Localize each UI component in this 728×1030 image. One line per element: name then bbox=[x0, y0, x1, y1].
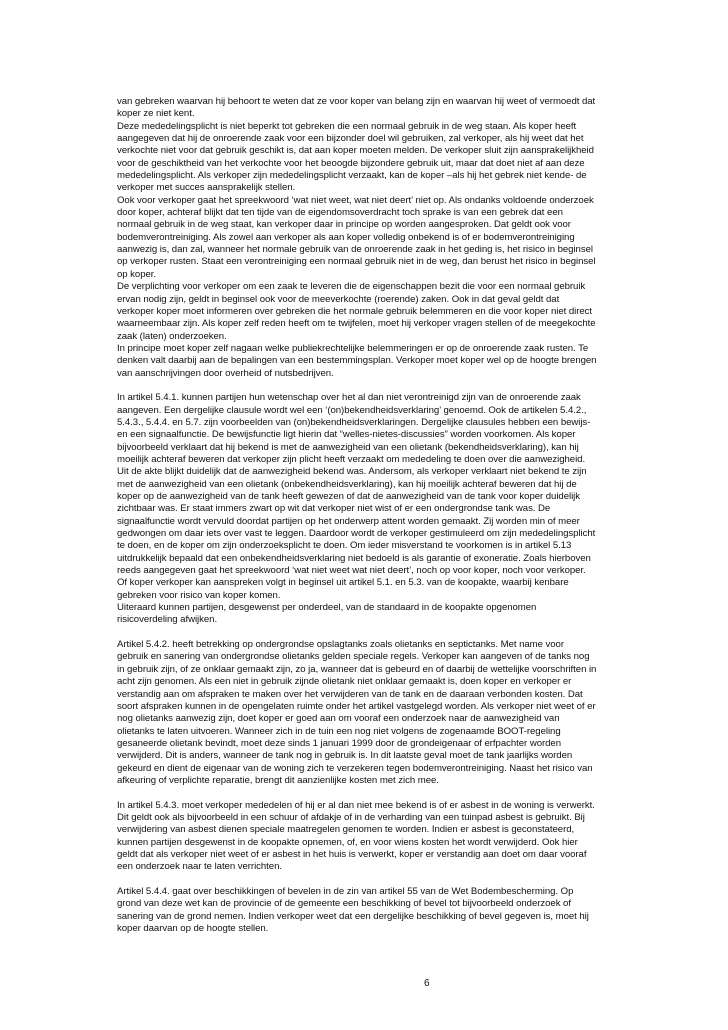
paragraph: van gebreken waarvan hij behoort te weten dat ze voor koper van belang zijn en waarvan hij weet of vermoedt dat koper ze niet kent. bbox=[117, 96, 596, 120]
paragraph: Deze mededelingsplicht is niet beperkt tot gebreken die een normaal gebruik in de weg staan. Als koper heeft aangegeven dat hij de onroerende zaak voor een bijzonder doel wil gebruiken, zal verkoper, als hij weet dat het verkochte niet voor dat gebruik geschikt is, dat aan koper moeten melden. De verkoper sluit zijn aansprakelijkheid voor de geschiktheid van het verkochte voor het beoogde bijzondere gebruik uit, maar dat doet niet af aan deze mededelingsplicht. Als verkoper zijn mededelingsplicht verzaakt, kan de koper –als hij het gebrek niet kende- de verkoper met succes aansprakelijk stellen. bbox=[117, 120, 594, 194]
body-text bbox=[117, 96, 679, 935]
paragraph: In artikel 5.4.3. moet verkoper mededelen of hij er al dan niet mee bekend is of er asbest in de woning is verwerkt. Dit geldt ook als bijvoorbeeld in een schuur of afdakje of in de verharding van een tuinpad asbest is gebruikt. Bij verwijdering van asbest dienen speciale maatregelen genomen te worden. Indien er asbest is geconstateerd, kunnen partijen desgewenst in de koopakte opnemen, of, en voor wiens kosten het wordt verwijderd. Ook hier geldt dat als verkoper niet weet of er asbest in het huis is verwerkt, koper er verstandig aan doet om daar vooraf een onderzoek naar te laten verrichten. bbox=[117, 799, 595, 873]
paragraph: De verplichting voor verkoper om een zaak te leveren die de eigenschappen bezit die voor een normaal gebruik ervan nodig zijn, geldt in beginsel ook voor de meeverkochte (roerende) zaken. Ook in dat geval geldt dat verkoper koper moet informeren over gebreken die het normale gebruik belemmeren en die voor koper niet direct waarneembaar zijn. Als koper zelf reden heeft om te twijfelen, moet hij verkoper vragen stellen of de meegekochte zaak (laten) onderzoeken. bbox=[117, 281, 596, 342]
paragraph: In principe moet koper zelf nagaan welke publiekrechtelijke belemmeringen er op de onroerende zaak rusten. Te denken valt daarbij aan de bepalingen van een bestemmingsplan. Verkoper moet koper wel op de hoogte brengen van aanschrijvingen door overheid of nutsbedrijven. bbox=[117, 342, 597, 379]
paragraph: Artikel 5.4.4. gaat over beschikkingen of bevelen in de zin van artikel 55 van de Wet Bodembescherming. Op grond van deze wet kan de provincie of de gemeente een beschikking of bevel tot bijvoorbeeld onderzoek of sanering van de grond nemen. Indien verkoper weet dat een dergelijke beschikking of bevel gegeven is, moet hij koper daarvan op de hoogte stellen. bbox=[117, 886, 589, 935]
paragraph: Artikel 5.4.2. heeft betrekking op ondergrondse opslagtanks zoals olietanks en septictanks. Met name voor gebruik en sanering van ondergrondse olietanks gelden speciale regels. Verkoper kan aangeven of de tanks nog in gebruik zijn, of ze onklaar gemaakt zijn, zo ja, wanneer dat is gebeurd en of daarbij de wettelijke voorschriften in acht zijn genomen. Als een niet in gebruik zijnde olietank niet onklaar gemaakt is, doen koper en verkoper er verstandig aan om afspraken te maken over het verwijderen van de tank en de daaraan verbonden kosten. Dat soort afspraken kunnen in de opengelaten ruimte onder het artikel vastgelegd worden. Als verkoper niet weet of er nog olietanks aanwezig zijn, doet koper er goed aan om vooraf een onderzoek naar de aanwezigheid van olietanks te laten uitvoeren. Wanneer zich in de tuin een nog niet volgens de zogenaamde BOOT-regeling gesaneerde olietank bevindt, moet deze sinds 1 januari 1999 door de grondeigenaar of erfpachter worden verwijderd. Dit is anders, wanneer de tank nog in gebruik is. In dit laatste geval moet de tank jaarlijks worden gekeurd en dient de eigenaar van de woning zich te verzekeren tegen bodemverontreiniging. Naast het risico van afkeuring of verplichte reparatie, brengt dit aanzienlijke kosten met zich mee. bbox=[117, 639, 597, 786]
paragraph: Ook voor verkoper gaat het spreekwoord ‘wat niet weet, wat niet deert’ niet op. Als ondanks voldoende onderzoek door koper, achteraf blijkt dat ten tijde van de eigendomsoverdracht toch sprake is van een gebrek dat een normaal gebruik in de weg staat, kan verkoper daar in principe op worden aangesproken. Dat geldt ook voor bodemverontreiniging. Als zowel aan verkoper als aan koper volledig onbekend is of er bodemverontreiniging aanwezig is, dan zal, wanneer het normale gebruik van de onroerende zaak in het geding is, het risico in beginsel op verkoper rusten. Staat een verontreiniging een normaal gebruik niet in de weg, dan berust het risico in beginsel op koper. bbox=[117, 194, 596, 280]
page-number: 6 bbox=[424, 978, 430, 989]
paragraph: In artikel 5.4.1. kunnen partijen hun wetenschap over het al dan niet verontreinigd zijn van de onroerende zaak aangeven. Een dergelijke clausule wordt wel een ‘(on)bekendheidsverklaring’ genoemd. Ook de artikelen 5.4.2., 5.4.3., 5.4.4. en 5.7. zijn voorbeelden van (on)bekendheidsverklaringen. Dergelijke clausules hebben een bewijs- en een signaalfunctie. De bewijsfunctie ligt hierin dat “welles-nietes-discussies” worden voorkomen. Als koper bijvoorbeeld verklaart dat hij bekend is met de aanwezigheid van een olietank (bekendheidsverklaring), kan hij moeilijk achteraf beweren dat verkoper zijn plicht heeft verzaakt om mededeling te doen over die aanwezigheid. Uit de akte blijkt duidelijk dat de aanwezigheid bekend was. Andersom, als verkoper verklaart niet bekend te zijn met de aanwezigheid van een olietank (onbekendheidsverklaring), kan hij moeilijk achteraf beweren dat hij de koper op de aanwezigheid van de tank heeft gewezen of dat de aanwezigheid van de tank voor koper duidelijk zichtbaar was. Er staat immers zwart op wit dat verkoper niet wist of er een ondergrondse tank was. De signaalfunctie wordt vervuld doordat partijen op het onderwerp attent worden gemaakt. Zij worden min of meer gedwongen om daar iets over vast te leggen. Daardoor wordt de verkoper gestimuleerd om zijn mededelingsplicht te doen, en de koper om zijn onderzoeksplicht te doen. Om ieder misverstand te voorkomen is in artikel 5.13 uitdrukkelijk bepaald dat een onbekendheidsverklaring niet bedoeld is als garantie of exoneratie. Zoals hierboven reeds aangegeven gaat het spreekwoord ‘wat niet weet wat niet deert’, noch op voor koper, noch voor verkoper. Of koper verkoper kan aanspreken volgt in beginsel uit artikel 5.1. en 5.3. van de koopakte, waarbij kenbare gebreken voor risico van koper komen. bbox=[117, 392, 596, 601]
paragraph: Uiteraard kunnen partijen, desgewenst per onderdeel, van de standaard in de koopakte opgenomen risicoverdeling afwijken. bbox=[117, 602, 537, 626]
